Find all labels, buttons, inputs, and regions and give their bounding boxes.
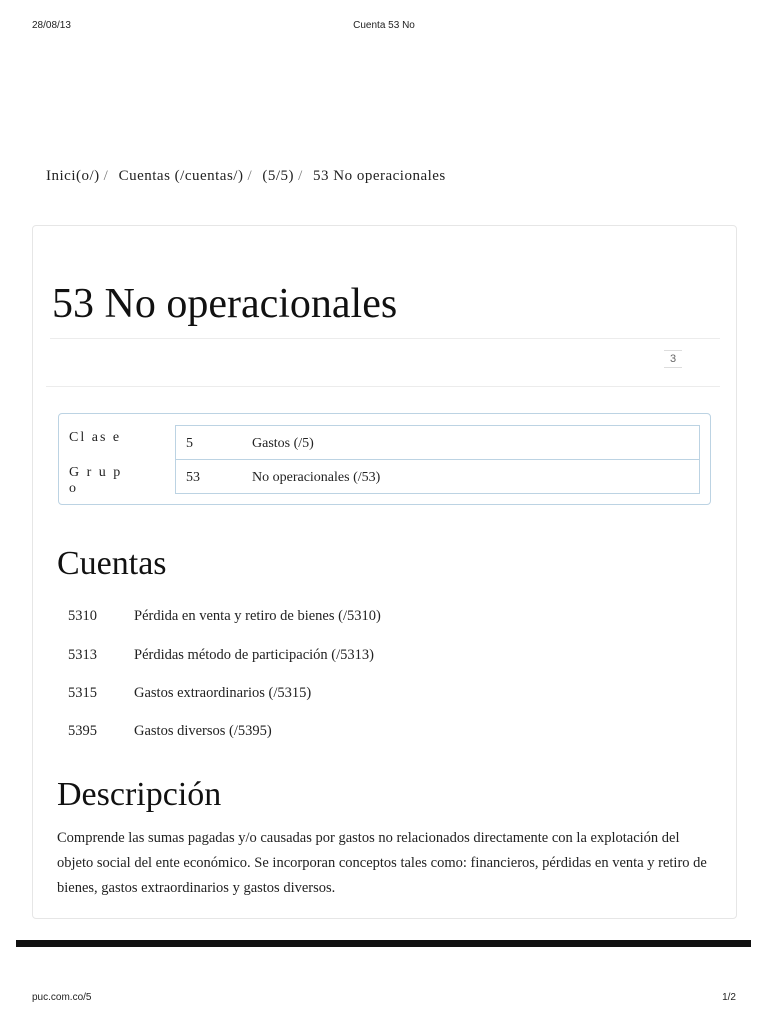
breadcrumb-separator: / — [247, 168, 253, 184]
breadcrumb — [46, 168, 446, 185]
print-url: puc.com.co/5 — [32, 992, 92, 1003]
classification-box — [58, 413, 711, 505]
clase-label: Cl as e — [69, 430, 122, 445]
classification-table — [175, 425, 700, 494]
account-link[interactable]: Gastos diversos (/5395) — [134, 723, 272, 739]
grupo-label: G r u p o — [69, 465, 123, 496]
print-date: 28/08/13 — [32, 20, 71, 31]
list-item — [68, 685, 311, 702]
breadcrumb-home[interactable]: Inici(o/) — [46, 168, 100, 184]
clase-code: 5 — [186, 436, 193, 451]
footer-bar — [16, 940, 751, 947]
breadcrumb-current: 53 No operacionales — [312, 168, 446, 184]
print-title: Cuenta 53 No — [353, 20, 415, 31]
list-item — [68, 647, 374, 664]
account-link[interactable]: Pérdida en venta y retiro de bienes (/5310) — [134, 608, 381, 624]
list-item — [68, 723, 272, 740]
clase-row — [176, 426, 699, 460]
cuentas-heading: Cuentas — [57, 545, 167, 582]
grupo-link[interactable]: No operacionales (/53) — [252, 470, 381, 485]
account-code: 5313 — [68, 647, 97, 663]
divider — [46, 386, 720, 387]
page-title: 53 No operacionales — [52, 281, 398, 327]
grupo-row — [176, 460, 699, 493]
list-item — [68, 608, 381, 625]
breadcrumb-cuentas[interactable]: Cuentas (/cuentas/) — [118, 168, 244, 184]
breadcrumb-separator: / — [298, 168, 303, 184]
print-page-number: 1/2 — [722, 992, 736, 1003]
descripcion-heading: Descripción — [57, 776, 222, 813]
breadcrumb-separator: / — [103, 168, 109, 184]
account-link[interactable]: Pérdidas método de participación (/5313) — [134, 647, 374, 663]
description-text: Comprende las sumas pagadas y/o causadas por gastos no relacionados directamente con la explotación del objeto social del ente económico. Se incorporan conceptos tales como: financieros, pérdidas en venta y retiro de bienes, gastos extraordinarios y gastos diversos. — [57, 830, 707, 896]
account-code: 5315 — [68, 685, 97, 701]
clase-link[interactable]: Gastos (/5) — [252, 436, 314, 451]
account-link[interactable]: Gastos extraordinarios (/5315) — [134, 685, 312, 701]
account-code: 5395 — [68, 723, 97, 739]
grupo-code: 53 — [186, 470, 200, 485]
breadcrumb-clase[interactable]: (5/5) — [262, 168, 295, 184]
page-badge: 3 — [664, 350, 682, 368]
divider — [50, 338, 720, 339]
account-code: 5310 — [68, 608, 97, 624]
